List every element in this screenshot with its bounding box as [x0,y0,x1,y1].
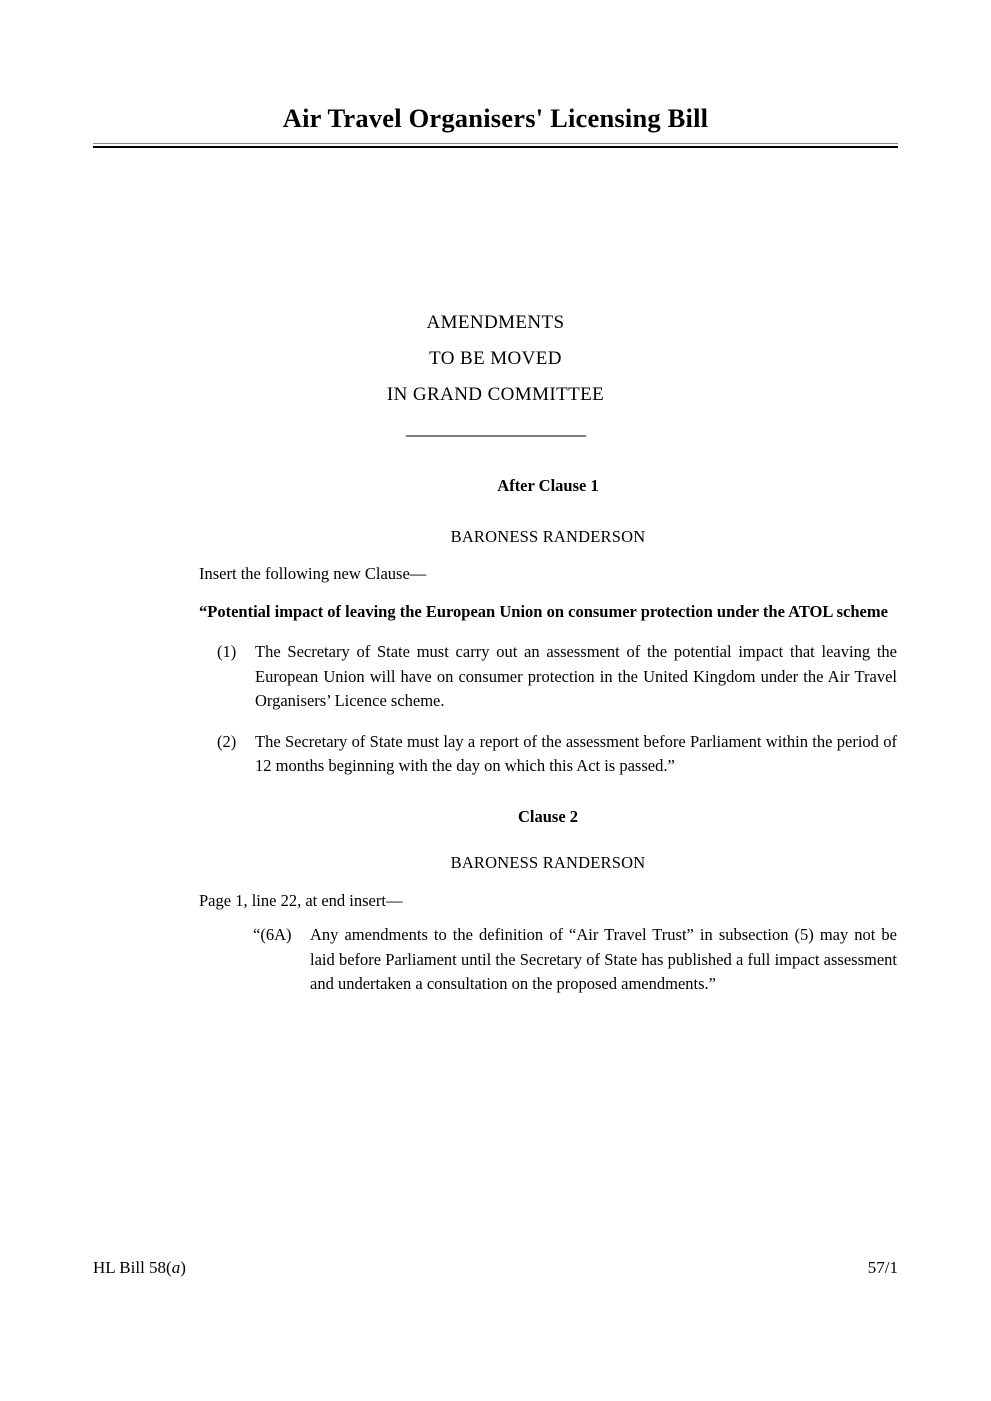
section-heading: Clause 2 [517,806,579,826]
item-text: The Secretary of State must carry out an assessment of the potential impact that leaving the European Union will have on consumer protection in the United Kingdom under the Air Travel Organisers’ Licence scheme. [255,642,897,710]
page-number: 57/1 [867,1258,898,1277]
heading-separator-rule [406,435,586,437]
section-after-clause-1 [199,474,897,779]
section-heading: After Clause 1 [497,476,599,495]
section-member-name: BARONESS RANDERSON [450,853,646,872]
section-member-name: BARONESS RANDERSON [450,526,646,546]
page-title: Air Travel Organisers' Licensing Bill [282,103,709,133]
title-double-rule [93,143,898,149]
amendments-heading-block [93,305,898,437]
page-footer [93,1258,898,1278]
item-text: Any amendments to the definition of “Air Travel Trust” in subsection (5) may not be laid before Parliament until the Secretary of State has published a full impact assessment and undertaken a consultation on the proposed amendments.” [310,925,897,993]
section-instruction: Page 1, line 22, at end insert— [199,890,403,910]
heading-line-to-be-moved: TO BE MOVED [429,348,562,369]
section-clause-2 [199,805,897,997]
new-clause-title: “Potential impact of leaving the European Union on consumer protection under the ATOL scheme [199,601,888,621]
amendments-content [199,474,897,997]
bill-reference-italic-letter: a [171,1258,181,1277]
list-item [199,640,897,714]
heading-line-amendments: AMENDMENTS [426,312,565,333]
item-marker: (2) [217,731,237,751]
section-instruction: Insert the following new Clause— [199,564,427,583]
list-item [199,923,897,997]
title-block [93,104,898,148]
item-text: The Secretary of State must lay a report of the assessment before Parliament within the period of 12 months beginning with the day on which this Act is passed.” [255,731,897,775]
item-marker: (1) [217,642,237,661]
item-marker: “(6A) [253,925,292,944]
list-item [199,730,897,779]
bill-reference-prefix: HL Bill 58( [93,1258,172,1277]
rule-thick-line [93,146,898,149]
heading-line-in-grand-committee: IN GRAND COMMITTEE [386,384,605,405]
bill-reference-suffix: ) [180,1258,186,1277]
bill-reference [93,1258,186,1278]
